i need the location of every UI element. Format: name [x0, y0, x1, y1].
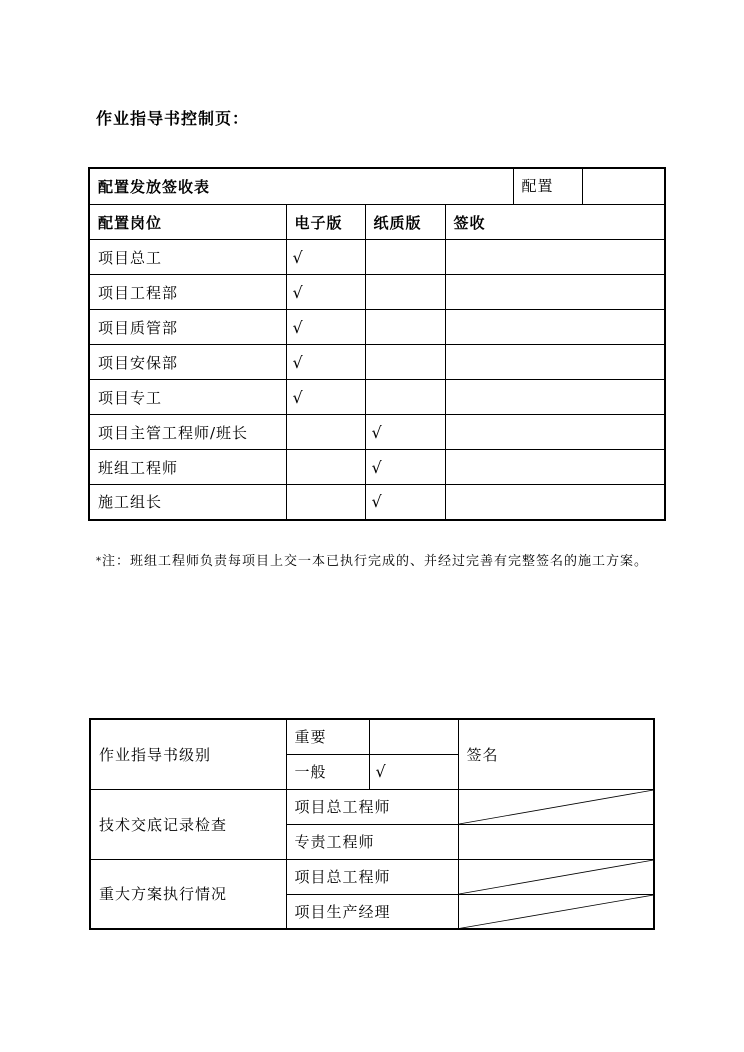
signature-slash-cell	[458, 894, 654, 929]
level-general: 一般	[286, 754, 369, 789]
sign-cell	[445, 380, 665, 415]
table-row	[89, 415, 665, 450]
paper-check	[365, 240, 445, 275]
electronic-check: √	[286, 310, 365, 345]
exec-role: 项目总工程师	[286, 859, 458, 894]
table-row	[89, 485, 665, 520]
control-table	[89, 718, 655, 930]
paper-check	[365, 310, 445, 345]
sign-cell	[445, 310, 665, 345]
sign-cell	[445, 240, 665, 275]
signature-cell	[458, 824, 654, 859]
level-important: 重要	[286, 719, 369, 754]
paper-check: √	[365, 485, 445, 520]
signature-slash-cell	[458, 859, 654, 894]
distribution-table	[88, 167, 666, 521]
distribution-header-row	[89, 205, 665, 240]
config-label: 配置	[514, 169, 583, 204]
row-position: 项目安保部	[89, 345, 286, 380]
electronic-check	[286, 485, 365, 520]
tech-role: 项目总工程师	[286, 789, 458, 824]
row-position: 施工组长	[89, 485, 286, 520]
tech-label: 技术交底记录检查	[90, 789, 286, 859]
header-position: 配置岗位	[89, 205, 286, 240]
header-paper: 纸质版	[365, 205, 445, 240]
tech-role: 专责工程师	[286, 824, 458, 859]
paper-check: √	[365, 450, 445, 485]
header-sign: 签收	[445, 205, 665, 240]
paper-check	[365, 380, 445, 415]
row-position: 项目工程部	[89, 275, 286, 310]
row-position: 项目主管工程师/班长	[89, 415, 286, 450]
electronic-check: √	[286, 380, 365, 415]
diagonal-line	[459, 895, 654, 929]
exec-role: 项目生产经理	[286, 894, 458, 929]
page-title: 作业指导书控制页：	[96, 109, 250, 128]
footnote-prefix: *	[96, 556, 102, 567]
sign-cell	[445, 275, 665, 310]
level-important-mark	[369, 719, 458, 754]
electronic-check	[286, 450, 365, 485]
table-row	[89, 450, 665, 485]
paper-check	[365, 345, 445, 380]
row-position: 项目专工	[89, 380, 286, 415]
row-position: 项目质管部	[89, 310, 286, 345]
diagonal-line	[459, 860, 654, 894]
electronic-check	[286, 415, 365, 450]
electronic-check: √	[286, 345, 365, 380]
distribution-title-row	[89, 168, 665, 205]
table-row	[89, 380, 665, 415]
sign-cell	[445, 450, 665, 485]
footnote	[96, 548, 656, 576]
electronic-check: √	[286, 240, 365, 275]
level-label: 作业指导书级别	[90, 719, 286, 789]
row-position: 项目总工	[89, 240, 286, 275]
paper-check	[365, 275, 445, 310]
sign-cell	[445, 415, 665, 450]
row-position: 班组工程师	[89, 450, 286, 485]
table-row	[89, 345, 665, 380]
diagonal-line	[459, 790, 654, 824]
signature-slash-cell	[458, 789, 654, 824]
paper-check: √	[365, 415, 445, 450]
sign-label: 签名	[458, 719, 654, 789]
table-row	[89, 240, 665, 275]
exec-label: 重大方案执行情况	[90, 859, 286, 929]
footnote-text: 注：班组工程师负责每项目上交一本已执行完成的、并经过完善有完整签名的施工方案。	[102, 554, 649, 569]
sign-cell	[445, 485, 665, 520]
sign-cell	[445, 345, 665, 380]
table-row	[89, 275, 665, 310]
header-electronic: 电子版	[286, 205, 365, 240]
config-value	[583, 169, 665, 204]
table-row	[89, 310, 665, 345]
distribution-title: 配置发放签收表	[89, 168, 513, 205]
electronic-check: √	[286, 275, 365, 310]
level-general-mark: √	[369, 754, 458, 789]
